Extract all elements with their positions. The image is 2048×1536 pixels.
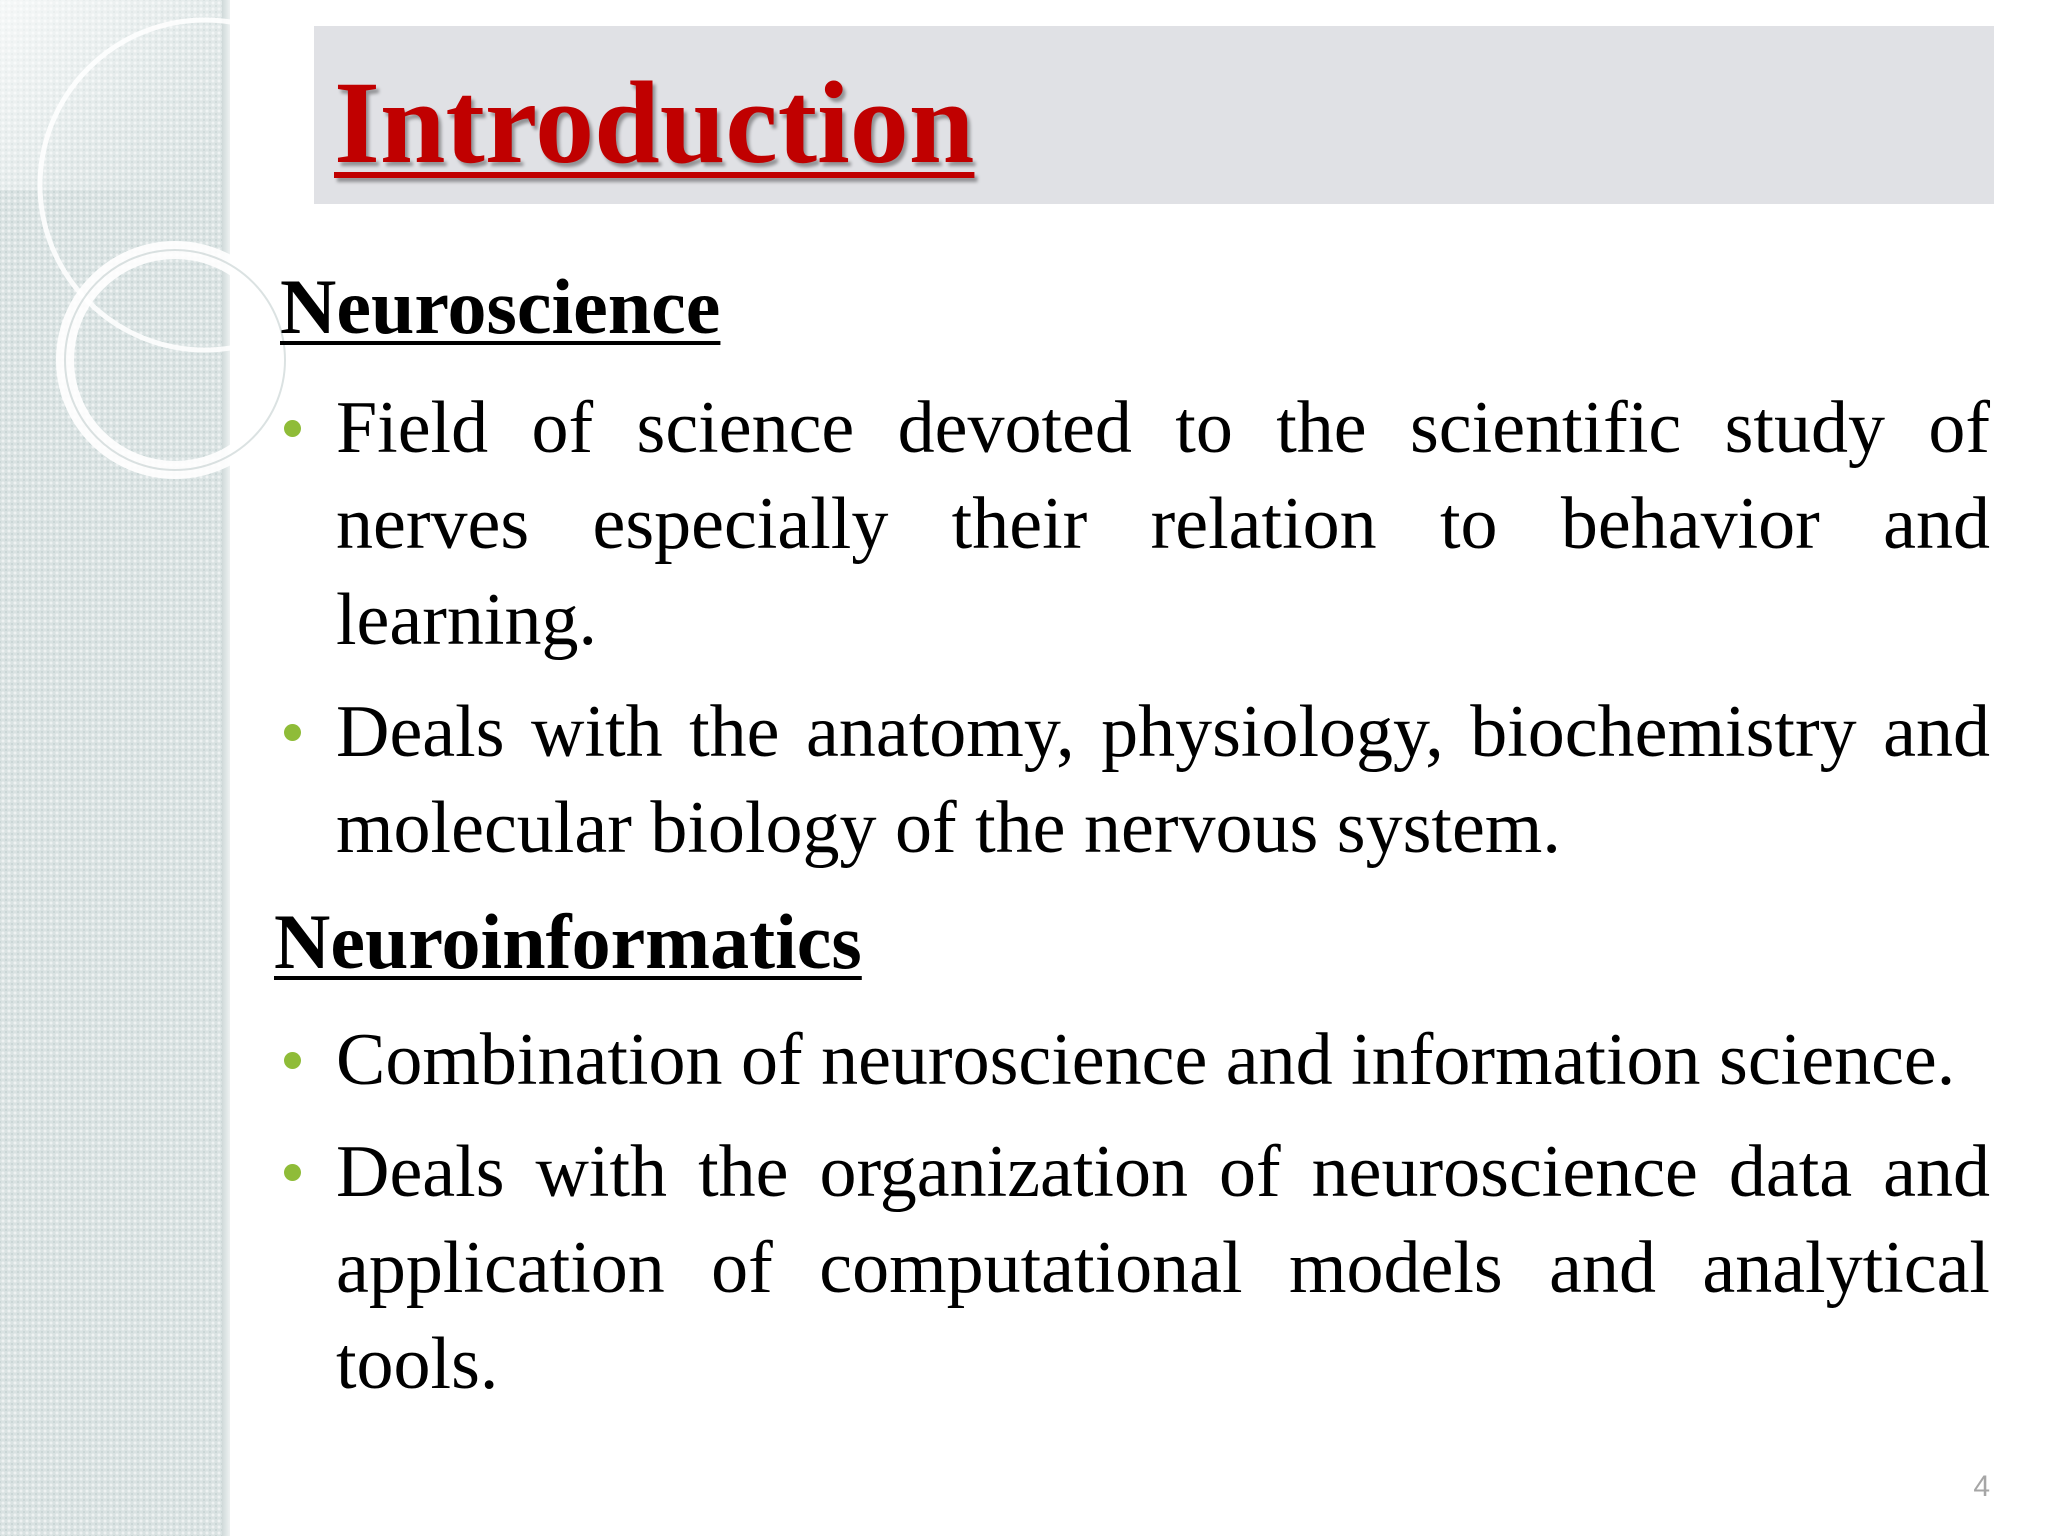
list-item [270,1012,1990,1108]
bullet-dot-icon [284,1164,301,1181]
section-heading-neuroscience: Neuroscience [280,263,721,350]
list-item [270,380,1990,668]
decorative-circle-small [65,250,285,470]
bullet-dot-icon [284,1052,301,1069]
bullet-text: Field of science devoted to the scientific study of nerves especially their relation to behavior and learning. [336,387,1990,661]
bullet-text: Deals with the organization of neuroscience data and application of computational models and analytical tools. [336,1131,1990,1405]
bullet-dot-icon [284,420,301,437]
page-number: 4 [1973,1470,1990,1503]
section-heading-neuroinformatics: Neuroinformatics [274,898,862,985]
bullet-list-neuroinformatics [270,1012,1990,1428]
bullet-text: Deals with the anatomy, physiology, biochemistry and molecular biology of the nervous system. [336,691,1990,869]
list-item [270,1124,1990,1412]
bullet-list-neuroscience [270,380,1990,892]
list-item [270,684,1990,876]
slide-title: Introduction [334,57,975,188]
bullet-text: Combination of neuroscience and information science. [336,1019,1956,1101]
bullet-dot-icon [284,724,301,741]
